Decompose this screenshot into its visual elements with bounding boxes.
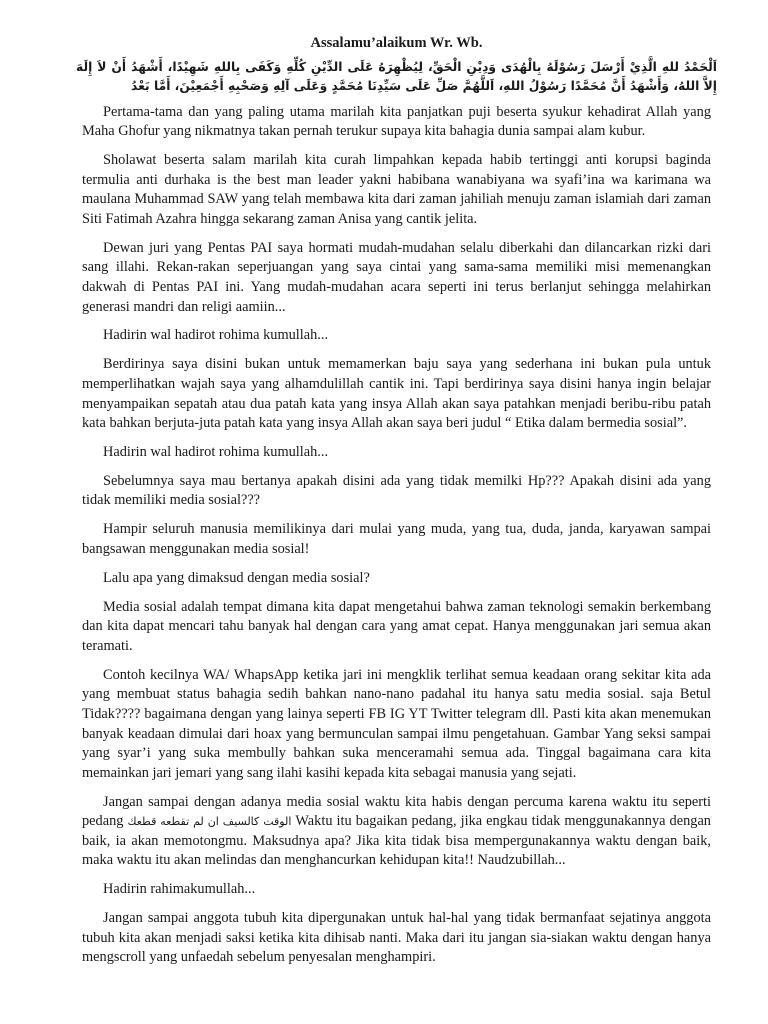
- paragraph-address-audience: Hadirin wal hadirot rohima kumullah...: [103, 443, 329, 460]
- paragraph-time-sword: [82, 793, 711, 871]
- paragraph-closing: Jangan sampai anggota tubuh kita dipergunakan untuk hal-hal yang tidak bermanfaat sejatinya anggota tubuh kita akan menjadi saksi ketika kita dihisab nanti. Maka dari itu jangan sia-siakan waktu dengan hanya mengscroll yang unfaedah sebelum penyesalan menghampiri.: [82, 910, 711, 966]
- paragraph-introduction: Berdirinya saya disini bukan untuk memamerkan baju saya yang sederhana ini bukan pula untuk memperlihatkan wajah saya yang alhamdulillah cantik ini. Tapi berdirinya saya disini hanya ingin belajar menyampaikan sepatah atau dua patah kata yang insya Allah akan saya patahkan menjadi beribu-ribu patah kata bahkan berjuta-juta patah kata yang insya Allah akan saya beri judul “ Etika dalam bermedia sosial”.: [82, 356, 711, 432]
- time-text-before: Jangan sampai dengan adanya media sosial waktu kita habis dengan percuma karena waktu itu seperti pedang: [82, 793, 711, 830]
- paragraph-example: Contoh kecilnya WA/ WhapsApp ketika jari ini mengklik terlihat semua keadaan orang sekitar kita ada yang membuat status bahagia sedih bahkan nano-nano padahal itu hanya satu media sosial. saja Betul Tidak???? bagaimana dengan yang lainya seperti FB IG YT Twitter telegram dll. Pasti kita akan menemukan banyak keadaan dimulai dari hoax yang bermunculan sampai ilmu pengetahuan. Gambar Yang seksi sampai yang syar’i yang suka membully bahkan suka menceramahi semua ada. Tinggal bagaimana cara kita memainkan jari jemari yang sang ilahi kasihi kepada kita sebagai manusia yang sejati.: [82, 666, 711, 781]
- paragraph-greeting-jury: Dewan juri yang Pentas PAI saya hormati mudah-mudahan selalu diberkahi dan dilancarkan rizki dari sang illahi. Rekan-rakan seperjuangan yang saya cintai yang sama-sama memiliki misi memenangkan dakwah di Pentas PAI ini. Yang mudah-mudahan acara seperti ini terus berlanjut sehingga melahirkan generasi mandri dan religi aamiin...: [82, 239, 711, 315]
- document-title: Assalamu’alaikum Wr. Wb.: [310, 35, 483, 51]
- paragraph-gratitude: Pertama-tama dan yang paling utama marilah kita panjatkan puji beserta syukur kehadirat Allah yang Maha Ghofur yang nikmatnya takan pernah terukur supaya kita bahagia dunia sampai alam kubur.: [82, 103, 711, 140]
- arabic-proverb: الوقت كالسيف ان لم تقطعه قطعك: [127, 815, 292, 829]
- paragraph-everyone-uses: Hampir seluruh manusia memilikinya dari mulai yang muda, yang tua, duda, janda, karyawan sampai bangsawan menggunakan media sosial!: [82, 521, 711, 557]
- document-page: [76, 34, 717, 977]
- paragraph-sholawat: Sholawat beserta salam marilah kita curah limpahkan kepada habib tertinggi anti korupsi baginda termulia anti durhaka is the best man leader yakni habibana wanabiyana wa syafi’ina wa karimana wa maulana Muhammad SAW yang telah membawa kita dari zaman jahiliah menuju zaman islamiah dari zaman Siti Fatimah Azahra hingga sekarang zaman Anisa yang cantik jelita.: [82, 152, 711, 227]
- time-text-after: Waktu itu bagaikan pedang, jika engkau tidak menggunakannya dengan baik, ia akan memotongmu. Maksudnya apa? Jika kita tidak bisa mempergunakannya waktu dengan baik, maka waktu itu akan melindas dan menghancurkan kehidupan kita!! Naudzubillah...: [82, 813, 711, 869]
- arabic-opening: اَلْحَمْدُ للهِ الَّذِيْ أَرْسَلَ رَسُوْلَهُ بِالْهُدَى وَدِيْنِ الْحَقِّ، لِيُظْهِرَهُ عَلَى الدِّيْنِ كُلِّهِ وَكَفَى بِاللهِ شَهِيْدًا، أَشْهَدُ أَنْ لاَ إِلَهَ إِلاَّ اللهُ، وَأَشْهَدُ أَنَّ مُحَمَّدًا رَسُوْلُ اللهِ، اَللَّهُمَّ صَلِّ عَلَى سَيِّدِنَا مُحَمَّدٍ وَعَلَى آلِهِ وَصَحْبِهِ أَجْمَعِيْنَ، أَمَّا بَعْدُ: [76, 59, 717, 94]
- paragraph-question: Sebelumnya saya mau bertanya apakah disini ada yang tidak memilki Hp??? Apakah disini ada yang tidak memiliki media sosial???: [82, 472, 711, 509]
- paragraph-definition: Media sosial adalah tempat dimana kita dapat mengetahui bahwa zaman teknologi semakin berkembang dan kita dapat mencari tahu banyak hal dengan cara yang amat cepat. Hanya menggunakan jari semua akan teramati.: [82, 598, 711, 654]
- paragraph-address-audience: Hadirin wal hadirot rohima kumullah...: [103, 327, 329, 344]
- paragraph-what-is-social-media: Lalu apa yang dimaksud dengan media sosial?: [103, 569, 370, 586]
- paragraph-address-audience: Hadirin rahimakumullah...: [103, 881, 256, 898]
